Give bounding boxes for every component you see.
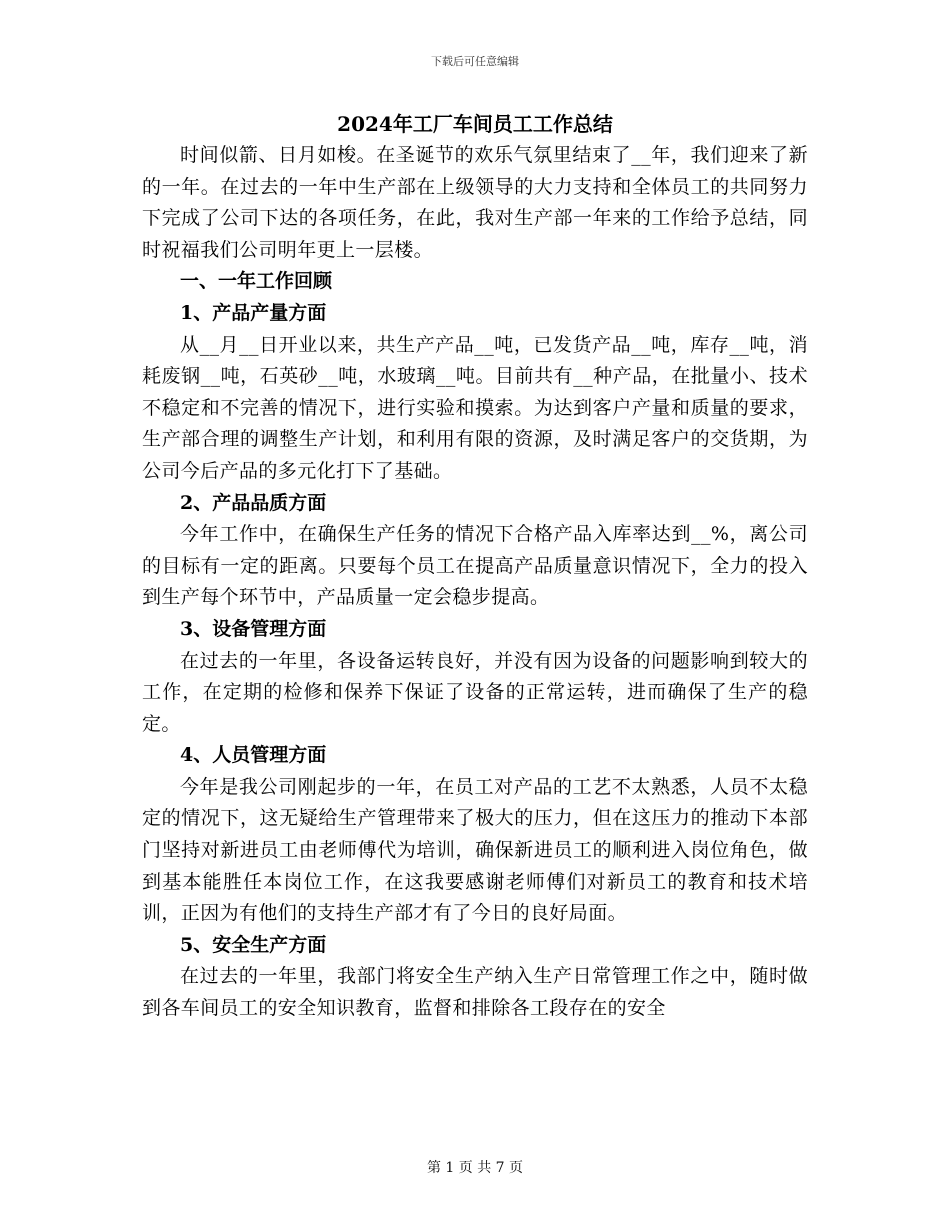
- subheading-equipment: 3、设备管理方面: [180, 617, 327, 640]
- section-heading-review: 一、一年工作回顾: [180, 270, 333, 293]
- document-body: [142, 108, 808, 1025]
- subheading-output: 1、产品产量方面: [180, 301, 327, 324]
- page-number-footer: 第 1 页 共 7 页: [426, 1160, 524, 1176]
- document-title: 2024年工厂车间员工工作总结: [337, 112, 613, 136]
- subheading-personnel: 4、人员管理方面: [180, 744, 327, 767]
- paragraph-personnel: 今年是我公司刚起步的一年，在员工对产品的工艺不太熟悉，人员不太稳定的情况下，这无疑给生产管理带来了极大的压力，但在这压力的推动下本部门坚持对新进员工由老师傅代为培训，确保新进员工的顺利进入岗位角色，做到基本能胜任本岗位工作，在这我要感谢老师傅们对新员工的教育和技术培训，正因为有他们的支持生产部才有了今日的良好局面。: [142, 775, 808, 925]
- intro-paragraph: 时间似箭、日月如梭。在圣诞节的欢乐气氛里结束了__年，我们迎来了新的一年。在过去的一年中生产部在上级领导的大力支持和全体员工的共同努力下完成了公司下达的各项任务，在此，我对生产部一年来的工作给予总结，同时祝福我们公司明年更上一层楼。: [142, 144, 808, 261]
- paragraph-output: 从__月__日开业以来，共生产产品__吨，已发货产品__吨，库存__吨，消耗废钢__吨，石英砂__吨，水玻璃__吨。目前共有__种产品，在批量小、技术不稳定和不完善的情况下，进行实验和摸索。为达到客户产量和质量的要求，生产部合理的调整生产计划，和利用有限的资源，及时满足客户的交货期，为公司今后产品的多元化打下了基础。: [142, 333, 808, 482]
- subheading-safety: 5、安全生产方面: [180, 933, 327, 956]
- header-note: 下载后可任意编辑: [431, 55, 519, 68]
- paragraph-quality: 今年工作中，在确保生产任务的情况下合格产品入库率达到__%，离公司的目标有一定的距离。只要每个员工在提高产品质量意识情况下，全力的投入到生产每个环节中，产品质量一定会稳步提高。: [142, 523, 808, 609]
- paragraph-safety: 在过去的一年里，我部门将安全生产纳入生产日常管理工作之中，随时做到各车间员工的安全知识教育，监督和排除各工段存在的安全: [142, 965, 808, 1020]
- subheading-quality: 2、产品品质方面: [180, 491, 327, 514]
- paragraph-equipment: 在过去的一年里，各设备运转良好，并没有因为设备的问题影响到较大的工作，在定期的检修和保养下保证了设备的正常运转，进而确保了生产的稳定。: [142, 649, 808, 735]
